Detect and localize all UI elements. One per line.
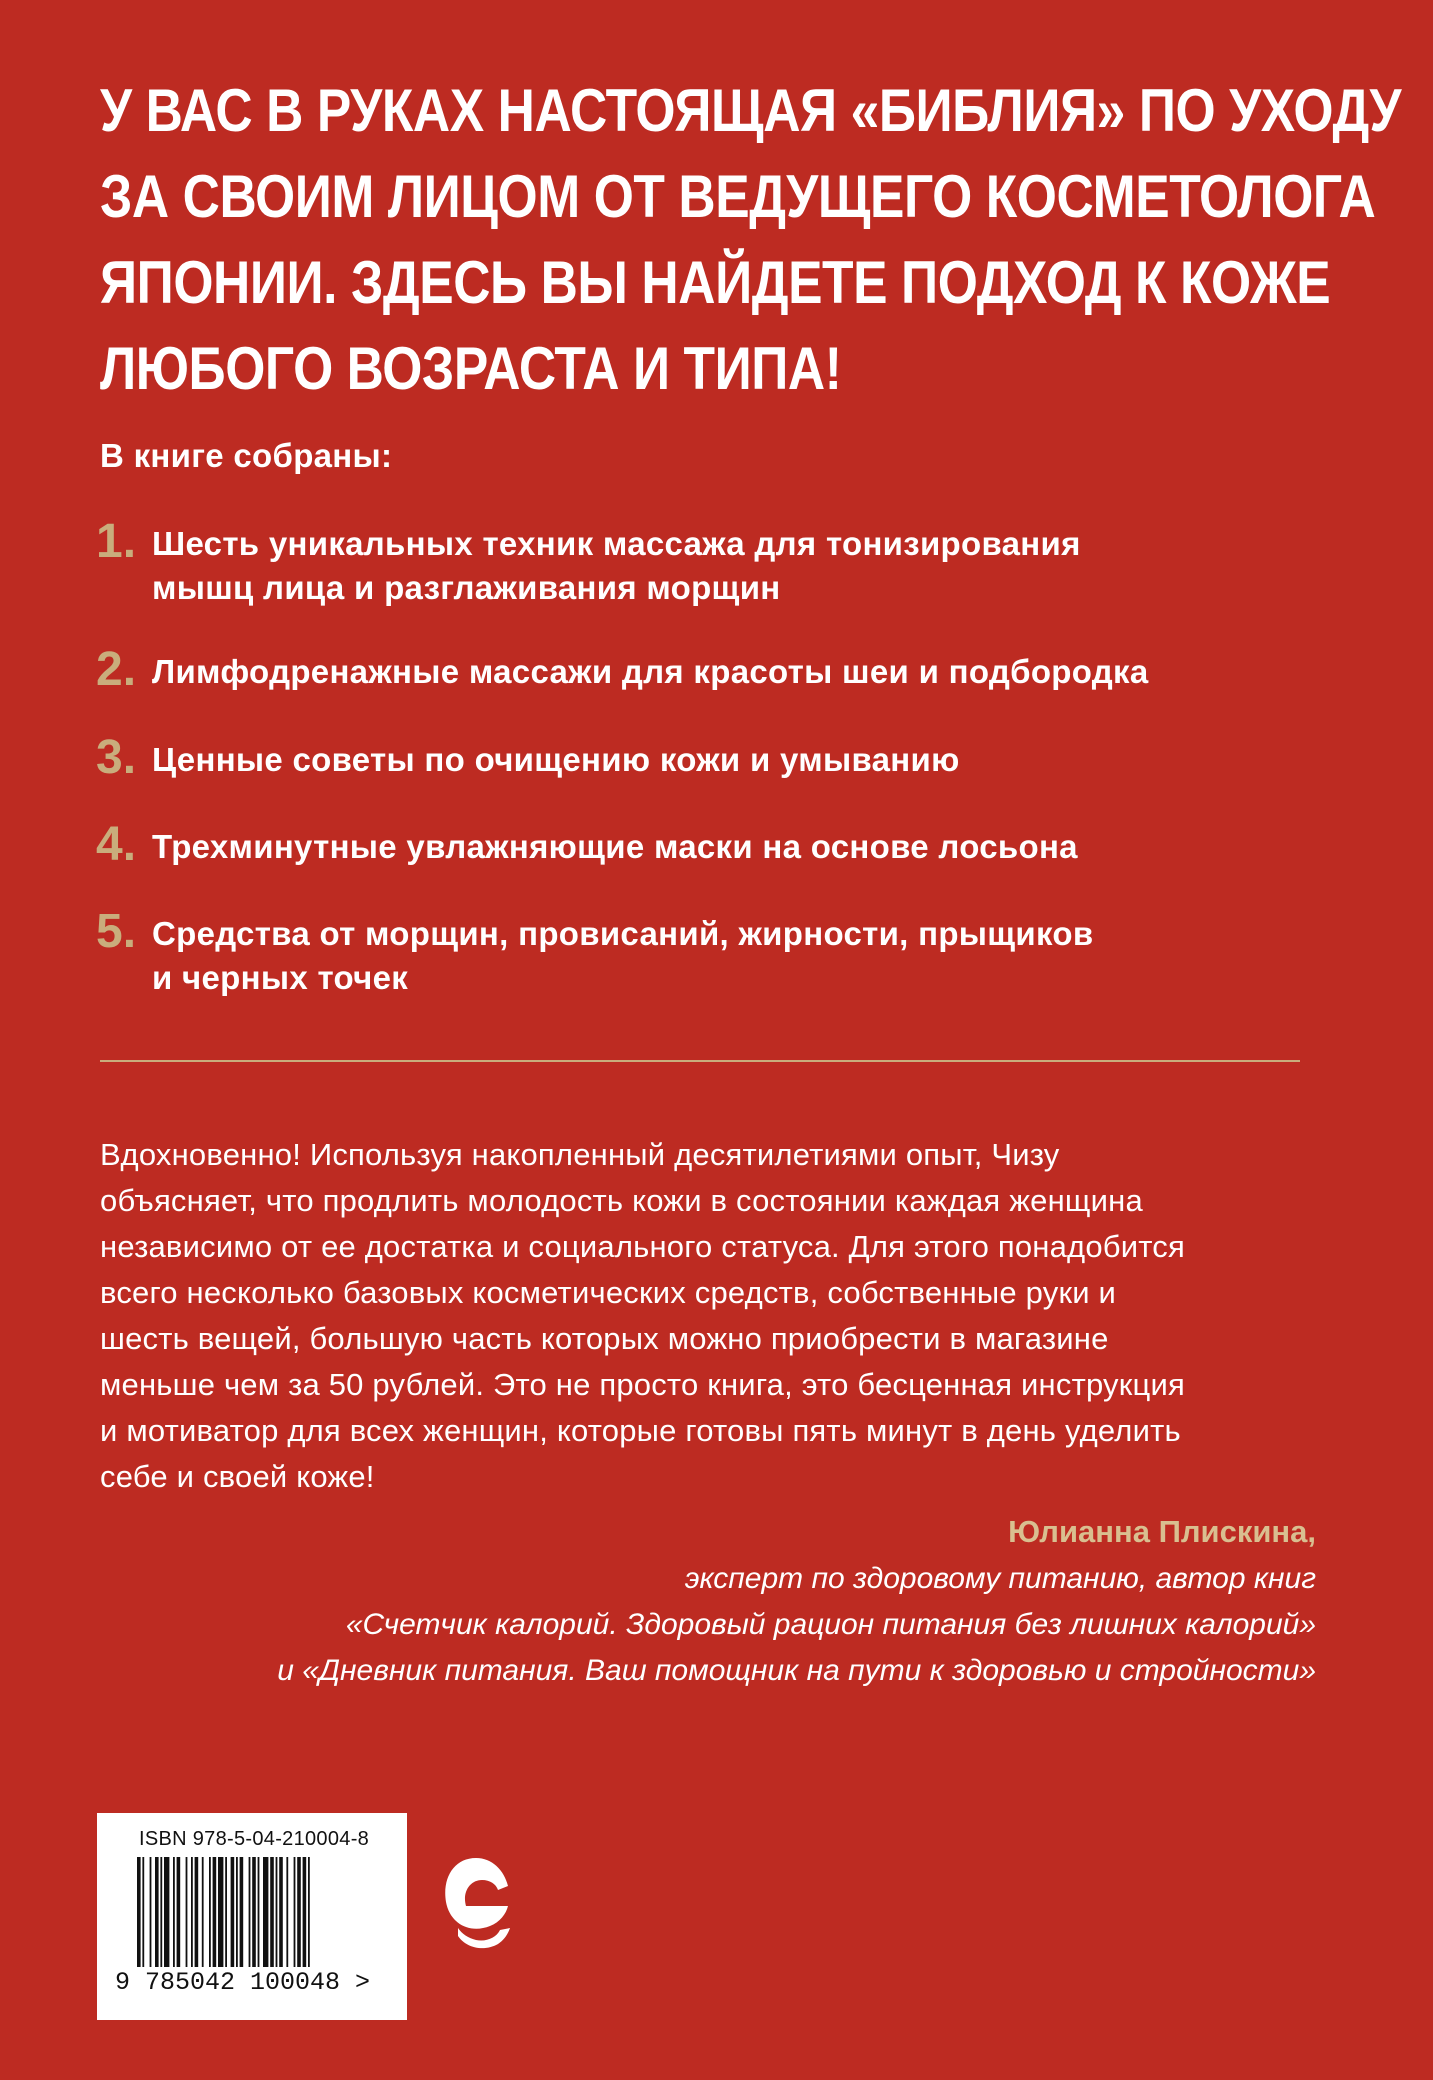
barcode-digits: 9 785042 100048 > xyxy=(115,1968,371,1997)
barcode-bar xyxy=(191,1857,193,1967)
barcode-bar xyxy=(294,1857,296,1967)
barcode-bar xyxy=(177,1857,181,1967)
list-text-line: Лимфодренажные массажи для красоты шеи и подбородка xyxy=(152,653,1149,690)
headline-line: ЛЮБОГО ВОЗРАСТА И ТИПА! xyxy=(100,335,842,402)
barcode-bar xyxy=(276,1857,278,1967)
list-text-line: Ценные советы по очищению кожи и умыванию xyxy=(152,741,960,778)
barcode-bar xyxy=(297,1857,301,1967)
barcode-bar xyxy=(142,1857,144,1967)
barcode-bar xyxy=(209,1857,211,1967)
headline xyxy=(100,68,1402,412)
list-number: 5. xyxy=(96,905,137,958)
review-line: всего несколько базовых косметических средств, собственные руки и xyxy=(100,1275,1117,1310)
barcode-bar xyxy=(263,1857,268,1967)
review-line: себе и своей коже! xyxy=(100,1459,375,1494)
review-line: шесть вещей, большую часть которых можно приобрести в магазине xyxy=(100,1321,1109,1356)
list-text-line: Трехминутные увлажняющие маски на основе лосьона xyxy=(152,828,1078,865)
barcode-bar xyxy=(249,1857,251,1967)
barcode-bar xyxy=(270,1857,274,1967)
list-text xyxy=(152,522,1342,610)
attribution-line: эксперт по здоровому питанию, автор книг xyxy=(684,1562,1316,1595)
barcode-bar xyxy=(173,1857,175,1967)
list-text-line: и черных точек xyxy=(152,959,409,996)
list-number: 1. xyxy=(96,515,137,568)
attribution-line: «Счетчик калорий. Здоровый рацион питания без лишних калорий» xyxy=(345,1608,1316,1641)
isbn-barcode-box xyxy=(97,1813,407,2020)
isbn-label: ISBN 978-5-04-210004-8 xyxy=(139,1828,370,1850)
review-line: независимо от ее достатка и социального статуса. Для этого понадобится xyxy=(100,1229,1185,1264)
list-text-line: мышц лица и разглаживания морщин xyxy=(152,569,781,606)
barcode-bar xyxy=(213,1857,217,1967)
barcode-bar xyxy=(231,1857,235,1967)
headline-line: ЗА СВОИМ ЛИЦОМ ОТ ВЕДУЩЕГО КОСМЕТОЛОГА xyxy=(100,163,1376,230)
barcode-bar xyxy=(137,1857,141,1967)
headline-line: У ВАС В РУКАХ НАСТОЯЩАЯ «БИБЛИЯ» ПО УХОДУ xyxy=(100,77,1402,144)
list-number: 4. xyxy=(96,818,137,871)
barcode-bar xyxy=(160,1857,162,1967)
divider xyxy=(100,1060,1300,1062)
barcode-bar xyxy=(164,1857,169,1967)
barcode-bar xyxy=(279,1857,283,1967)
list-text xyxy=(152,650,1342,694)
attribution-name: Юлианна Плискина, xyxy=(1008,1514,1316,1549)
list-text xyxy=(152,825,1342,869)
list-intro: В книге собраны: xyxy=(100,437,393,474)
review-line: объясняет, что продлить молодость кожи в состоянии каждая женщина xyxy=(100,1183,1143,1218)
review-line: и мотиватор для всех женщин, которые готовы пять минут в день уделить xyxy=(100,1413,1181,1448)
review-line: меньше чем за 50 рублей. Это не просто книга, это бесценная инструкция xyxy=(100,1367,1185,1402)
barcode xyxy=(137,1857,367,1977)
attribution xyxy=(277,1508,1316,1694)
barcode-bar xyxy=(252,1857,256,1967)
list-number: 3. xyxy=(96,731,137,784)
barcode-bar xyxy=(150,1857,152,1967)
barcode-bar xyxy=(186,1857,188,1967)
list-text-line: Шесть уникальных техник массажа для тонизирования xyxy=(152,525,1081,562)
list-number: 2. xyxy=(96,643,137,696)
barcode-bar xyxy=(258,1857,260,1967)
barcode-bar xyxy=(202,1857,204,1967)
barcode-bar xyxy=(218,1857,223,1967)
barcode-bar xyxy=(308,1857,310,1967)
headline-line: ЯПОНИИ. ЗДЕСЬ ВЫ НАЙДЕТЕ ПОДХОД К КОЖЕ xyxy=(100,249,1331,316)
barcode-bar xyxy=(225,1857,227,1967)
barcode-bar xyxy=(286,1857,288,1967)
list-text xyxy=(152,912,1342,1000)
barcode-bar xyxy=(303,1857,307,1967)
attribution-line: и «Дневник питания. Ваш помощник на пути к здоровью и стройности» xyxy=(277,1654,1316,1687)
review-line: Вдохновенно! Используя накопленный десятилетиями опыт, Чизу xyxy=(100,1137,1060,1172)
barcode-bar xyxy=(195,1857,199,1967)
list-text-line: Средства от морщин, провисаний, жирности, прыщиков xyxy=(152,915,1094,952)
publisher-logo-icon xyxy=(436,1852,514,1962)
barcode-bar xyxy=(155,1857,159,1967)
barcode-bar xyxy=(240,1857,244,1967)
review-text xyxy=(100,1132,1330,1500)
barcode-bar xyxy=(236,1857,238,1967)
list-text xyxy=(152,738,1342,782)
